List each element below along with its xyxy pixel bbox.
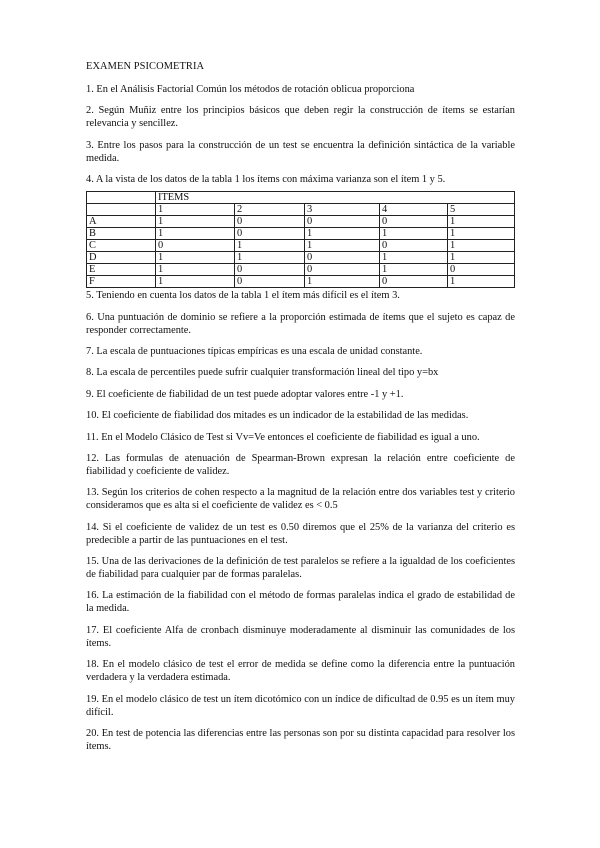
question-item: 12. Las formulas de atenuación de Spearman-Brown expresan la relación entre coeficiente de fiabilidad y coeficiente de validez. [86,452,515,477]
table-row [87,264,515,276]
question-item: 8. La escala de percentiles puede sufrir cualquier transformación lineal del tipo y=bx [86,367,439,379]
table-cell: 0 [235,276,305,288]
exam-title: EXAMEN PSICOMETRIA [86,61,205,72]
table-column-header: 1 [156,204,235,216]
table-cell: 1 [156,252,235,264]
table-cell: 1 [305,240,380,252]
table-cell: 1 [448,228,515,240]
table-cell: 0 [448,264,515,276]
table-row [87,216,515,228]
table-cell: 1 [156,264,235,276]
table-cell: 0 [305,252,380,264]
question-item: 9. El coeficiente de fiabilidad de un test puede adoptar valores entre -1 y +1. [86,388,404,400]
table-group-header: ITEMS [156,192,515,204]
table-row [87,252,515,264]
table-cell: 0 [305,264,380,276]
table-row-label: F [87,276,156,288]
table-cell: 1 [448,216,515,228]
items-table [86,191,515,288]
table-cell: 1 [380,264,448,276]
table-row-label: B [87,228,156,240]
table-row [87,228,515,240]
table-cell: 0 [235,216,305,228]
table-row-label: A [87,216,156,228]
table-column-header: 5 [448,204,515,216]
question-item: 10. El coeficiente de fiabilidad dos mitades es un indicador de la estabilidad de las medidas. [86,410,469,422]
question-item: 20. En test de potencia las diferencias entre las personas son por su distinta capacidad para resolver los ítems. [86,728,515,753]
table-row-label: E [87,264,156,276]
table-cell: 1 [448,276,515,288]
question-item: 17. El coeficiente Alfa de cronbach disminuye moderadamente al disminuir las comunidades de los ítems. [86,624,515,649]
question-item: 7. La escala de puntuaciones típicas empíricas es una escala de unidad constante. [86,345,423,357]
table-cell: 1 [448,252,515,264]
table-row-label: C [87,240,156,252]
table-cell: 0 [380,276,448,288]
table-row [87,276,515,288]
table-column-header: 3 [305,204,380,216]
table-cell: 1 [235,252,305,264]
question-item: 1. En el Análisis Factorial Común los métodos de rotación oblicua proporciona [86,84,415,95]
questions-before-table [86,83,515,186]
exam-document [86,60,515,761]
table-group-header-row [87,192,515,204]
question-item: 16. La estimación de la fiabilidad con el método de formas paralelas indica el grado de estabilidad de la medida. [86,590,515,615]
table-cell: 1 [448,240,515,252]
question-item: 15. Una de las derivaciones de la definición de test paralelos se refiere a la igualdad de los coeficientes de fiabilidad para cualquier par de formas paralelas. [86,556,515,581]
table-row [87,240,515,252]
table-cell: 1 [380,228,448,240]
table-column-header: 4 [380,204,448,216]
question-item: 6. Una puntuación de dominio se refiere a la proporción estimada de ítems que el sujeto es capaz de responder correctamente. [86,311,515,336]
table-cell: 1 [156,276,235,288]
table-column-header: 2 [235,204,305,216]
table-cell: 0 [235,264,305,276]
table-row-label: D [87,252,156,264]
table-corner-cell [87,204,156,216]
table-cell: 0 [235,228,305,240]
question-item: 14. Si el coeficiente de validez de un test es 0.50 diremos que el 25% de la varianza del criterio es predecible a partir de las puntuaciones en el test. [86,521,515,546]
table-cell: 1 [305,276,380,288]
table-cell: 1 [305,228,380,240]
table-cell: 0 [305,216,380,228]
table-cell: 1 [380,252,448,264]
table-cell: 0 [156,240,235,252]
table-cell: 0 [380,240,448,252]
question-item: 5. Teniendo en cuenta los datos de la tabla 1 el ítem más difícil es el ítem 3. [86,290,400,302]
table-cell: 1 [156,216,235,228]
table-column-header-row [87,204,515,216]
questions-after-table [86,289,515,753]
question-item: 18. En el modelo clásico de test el error de medida se define como la diferencia entre la puntuación verdadera y la verdadera estimada. [86,659,515,684]
table-body [87,216,515,288]
question-item: 3. Entre los pasos para la construcción de un test se encuentra la definición sintáctica de la variable medida. [86,139,515,164]
table-corner-cell [87,192,156,204]
question-item: 13. Según los criterios de cohen respecto a la magnitud de la relación entre dos variables test y criterio consideramos que es alta si el coeficiente de validez es < 0.5 [86,487,515,512]
question-item: 2. Según Muñiz entre los principios básicos que deben regir la construcción de ítems se estarían relevancia y sencillez. [86,105,515,130]
question-item: 11. En el Modelo Clásico de Test si Vv=Ve entonces el coeficiente de fiabilidad es igual a uno. [86,431,480,443]
table-cell: 1 [156,228,235,240]
table-cell: 1 [235,240,305,252]
table-cell: 0 [380,216,448,228]
question-item: 4. A la vista de los datos de la tabla 1 los ítems con máxima varianza son el ítem 1 y 5. [86,174,446,186]
question-item: 19. En el modelo clásico de test un ítem dicotómico con un índice de dificultad de 0.95 es un ítem muy difícil. [86,693,515,718]
